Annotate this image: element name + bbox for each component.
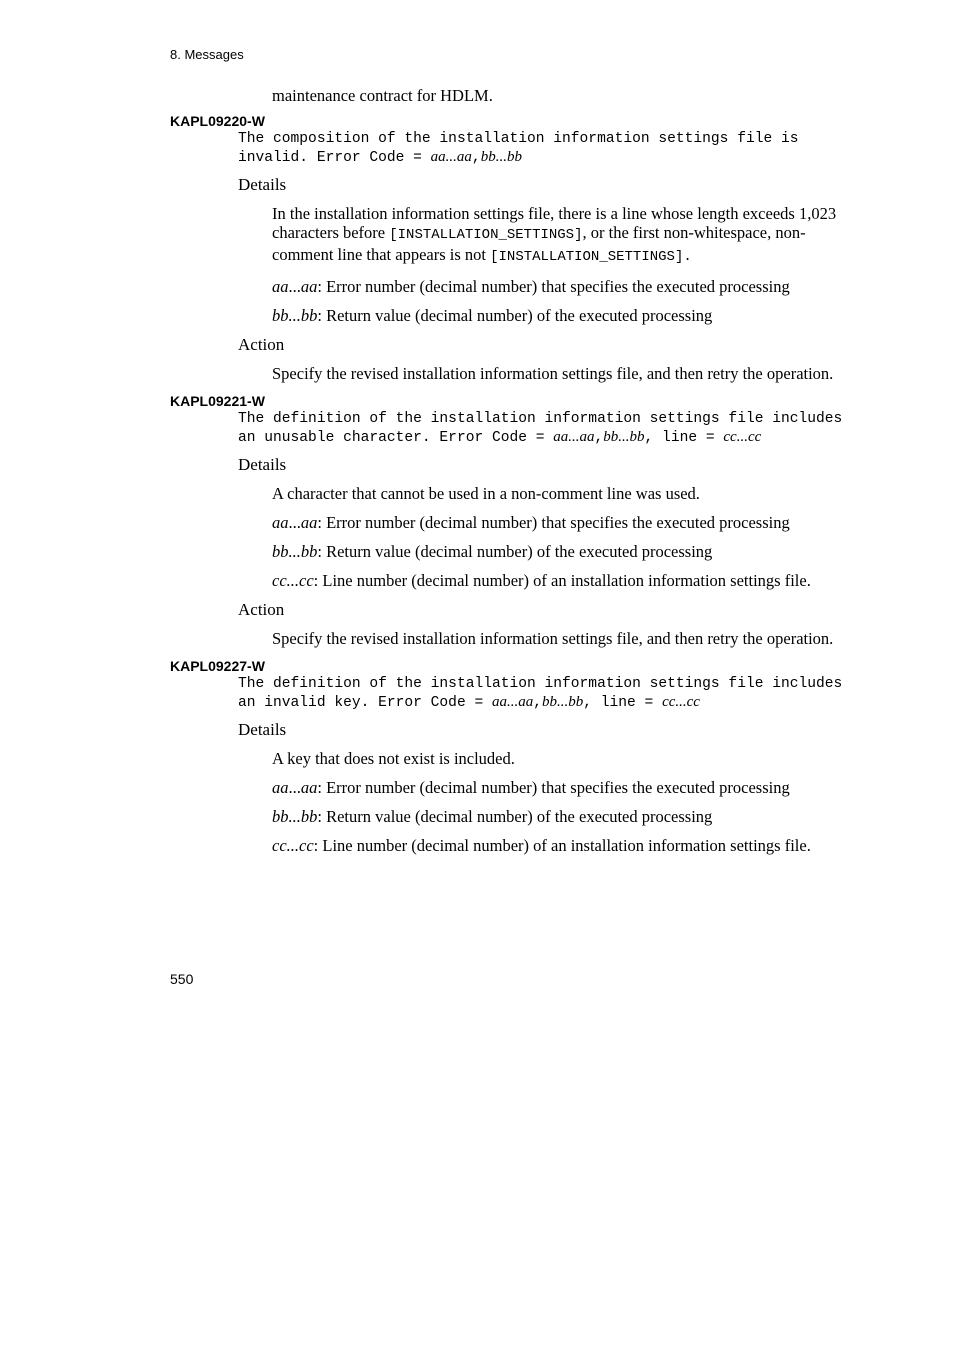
details-paragraph: A character that cannot be used in a non-comment line was used. — [272, 484, 700, 503]
message-text — [238, 675, 850, 712]
message-text — [238, 130, 850, 167]
page-content — [170, 86, 850, 865]
variable-description-bb — [272, 542, 850, 561]
page-number: 550 — [170, 971, 194, 987]
details-text: In the installation information settings file, there is a line whose length exceeds 1,023 characters before — [272, 204, 837, 242]
variable-name: bb...bb — [272, 807, 318, 826]
action-paragraph: Specify the revised installation information settings file, and then retry the operation. — [272, 629, 834, 648]
separator: , — [594, 430, 604, 446]
variable-description: : Return value (decimal number) of the executed processing — [317, 306, 713, 325]
message-text-part: , line = — [583, 695, 663, 711]
message-id: KAPL09227-W — [170, 658, 265, 674]
variable-description: : Line number (decimal number) of an installation information settings file. — [313, 571, 811, 590]
variable-description: : Return value (decimal number) of the executed processing — [317, 542, 713, 561]
variable-dots: ... — [288, 277, 301, 296]
message-text — [238, 410, 850, 447]
variable-name: bb...bb — [272, 306, 318, 325]
variable-dots: ... — [288, 778, 301, 797]
code-text: [INSTALLATION_SETTINGS] — [389, 227, 583, 243]
variable-bb: bb...bb — [542, 694, 584, 710]
message-text-part: The definition of the installation information settings file includes an invalid key. Error Code = — [238, 676, 843, 711]
variable-bb: bb...bb — [603, 429, 645, 445]
variable-cc: cc...cc — [662, 694, 700, 710]
variable-description: : Error number (decimal number) that specifies the executed processing — [317, 513, 790, 532]
message-id: KAPL09221-W — [170, 393, 265, 409]
separator: , — [471, 150, 481, 166]
variable-name: aa — [272, 277, 289, 296]
message-text-part: , line = — [644, 430, 724, 446]
lead-paragraph: maintenance contract for HDLM. — [272, 86, 493, 105]
variable-aa: aa...aa — [430, 149, 472, 165]
separator: , — [533, 695, 542, 711]
details-heading: Details — [238, 175, 287, 194]
details-text: , or the first non-whitespace, non-comment line that appears is not — [272, 223, 806, 264]
variable-description-bb — [272, 306, 850, 325]
variable-description-aa — [272, 513, 850, 532]
action-paragraph: Specify the revised installation information settings file, and then retry the operation. — [272, 364, 834, 383]
details-heading: Details — [238, 455, 287, 474]
variable-aa: aa...aa — [553, 429, 595, 445]
code-text: [INSTALLATION_SETTINGS]. — [490, 249, 692, 265]
variable-description: : Error number (decimal number) that specifies the executed processing — [317, 778, 790, 797]
details-paragraph — [272, 204, 850, 267]
variable-description-bb — [272, 807, 850, 826]
variable-description: : Line number (decimal number) of an installation information settings file. — [313, 836, 811, 855]
variable-cc: cc...cc — [723, 429, 762, 445]
details-paragraph: A key that does not exist is included. — [272, 749, 515, 768]
running-head: 8. Messages — [170, 47, 244, 62]
message-id: KAPL09220-W — [170, 113, 265, 129]
variable-description-aa — [272, 277, 850, 296]
message-kapl09220-w — [170, 113, 850, 383]
variable-description-cc — [272, 836, 850, 855]
action-heading: Action — [238, 335, 285, 354]
message-text-part: The definition of the installation information settings file includes an unusable character. Error Code = — [238, 411, 843, 446]
details-heading: Details — [238, 720, 287, 739]
variable-name: aa — [300, 277, 318, 296]
variable-description: : Error number (decimal number) that specifies the executed processing — [317, 277, 790, 296]
variable-aa: aa...aa — [491, 694, 534, 710]
variable-description-aa — [272, 778, 850, 797]
variable-name: bb...bb — [272, 542, 318, 561]
variable-name: cc...cc — [272, 836, 314, 855]
variable-name: cc...cc — [272, 571, 314, 590]
variable-description-cc — [272, 571, 850, 590]
variable-name: aa — [272, 778, 289, 797]
variable-description: : Return value (decimal number) of the executed processing — [317, 807, 713, 826]
message-text-part: The composition of the installation information settings file is invalid. Error Code = — [238, 131, 799, 166]
message-kapl09227-w — [170, 658, 850, 855]
variable-name: aa — [272, 513, 289, 532]
message-kapl09221-w — [170, 393, 850, 648]
action-heading: Action — [238, 600, 285, 619]
variable-name: aa — [300, 513, 318, 532]
variable-dots: ... — [288, 513, 301, 532]
variable-bb: bb...bb — [480, 149, 522, 165]
variable-name: aa — [300, 778, 318, 797]
